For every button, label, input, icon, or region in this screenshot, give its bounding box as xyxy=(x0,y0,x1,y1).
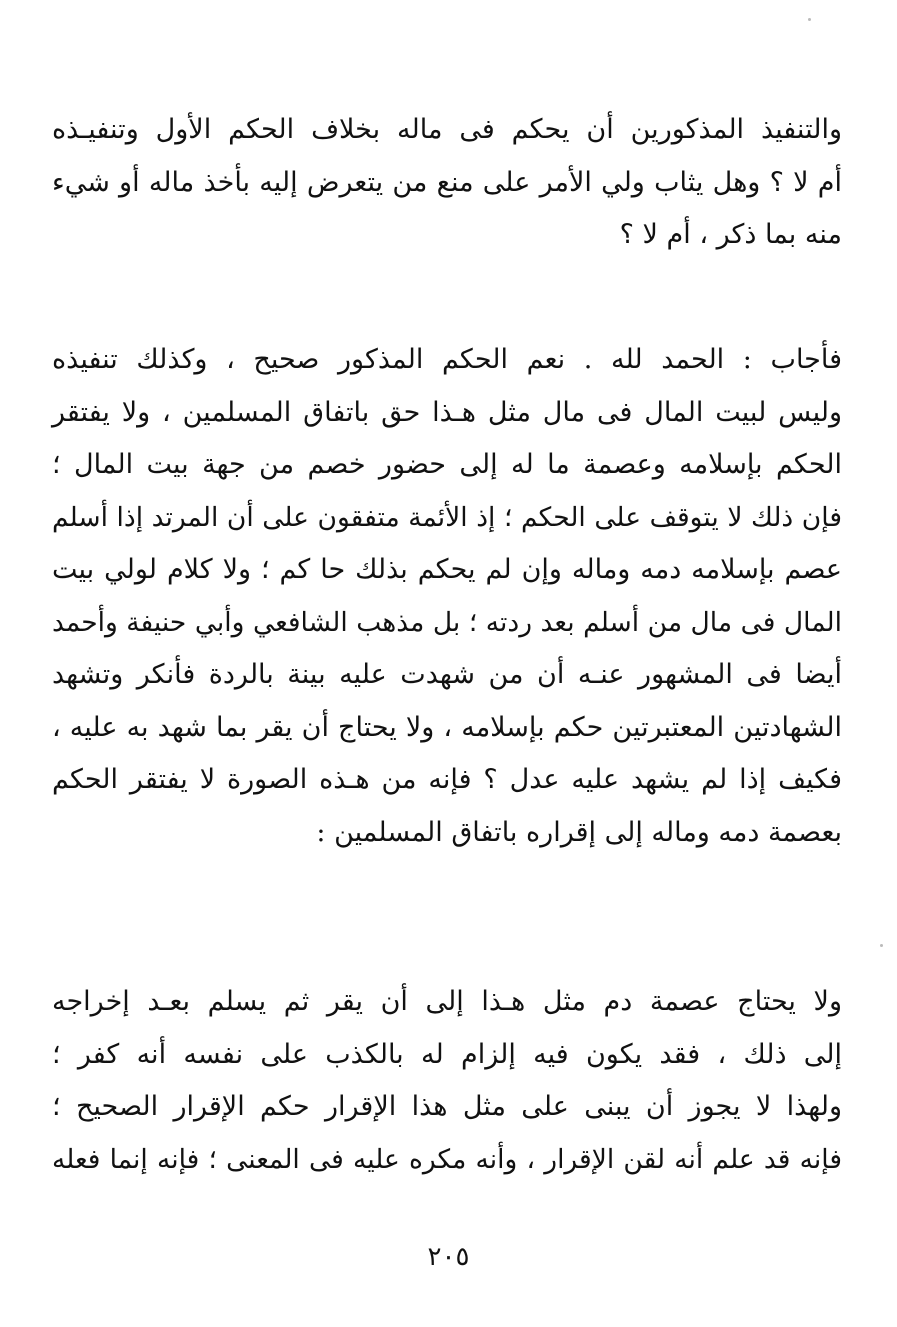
paragraph-continuation xyxy=(52,976,842,1186)
text-line: أم لا ؟ وهل يثاب ولي الأمر على منع من يتعرض إليه بأخذ ماله أو شيء xyxy=(52,166,842,198)
text-line: ولهذا لا يجوز أن يبنى على مثل هذا الإقرار حكم الإقرار الصحيح ؛ xyxy=(52,1091,842,1122)
text-line: أيضا فى المشهور عنـه أن من شهدت عليه بينة بالردة فأنكر وتشهد xyxy=(52,659,842,690)
text-line: الحكم بإسلامه وعصمة ما له إلى حضور خصم من جهة بيت المال ؛ xyxy=(52,449,842,480)
text-line: عصم بإسلامه دمه وماله وإن لم يحكم بذلك حا كم ؛ ولا كلام لولي بيت xyxy=(52,554,842,585)
text-line: وليس لبيت المال فى مال مثل هـذا حق باتفاق المسلمين ، ولا يفتقر xyxy=(52,396,842,428)
paragraph-answer xyxy=(52,334,842,859)
text-line: فأجاب : الحمد لله . نعم الحكم المذكور صحيح ، وكذلك تنفيذه xyxy=(52,344,842,375)
scan-speck xyxy=(808,18,811,21)
text-line: المال فى مال من أسلم بعد ردته ؛ بل مذهب الشافعي وأبي حنيفة وأحمد xyxy=(52,606,842,638)
text-line: بعصمة دمه وماله إلى إقراره باتفاق المسلمين : xyxy=(316,816,842,848)
text-line: إلى ذلك ، فقد يكون فيه إلزام له بالكذب على نفسه أنه كفر ؛ xyxy=(52,1038,842,1070)
page-number: ٢٠٥ xyxy=(427,1242,470,1272)
paragraph-question xyxy=(52,104,842,262)
scan-speck xyxy=(880,944,883,947)
text-line: فإنه قد علم أنه لقن الإقرار ، وأنه مكره عليه فى المعنى ؛ فإنه إنما فعله xyxy=(52,1143,842,1175)
text-line: الشهادتين المعتبرتين حكم بإسلامه ، ولا يحتاج أن يقر بما شهد به عليه ، xyxy=(52,711,842,743)
text-line: فإن ذلك لا يتوقف على الحكم ؛ إذ الأئمة متفقون على أن المرتد إذا أسلم xyxy=(52,501,842,533)
text-line: والتنفيذ المذكورين أن يحكم فى ماله بخلاف الحكم الأول وتنفيـذه xyxy=(52,114,842,145)
text-line: ولا يحتاج عصمة دم مثل هـذا إلى أن يقر ثم يسلم بعـد إخراجه xyxy=(52,986,842,1017)
text-line: منه بما ذكر ، أم لا ؟ xyxy=(619,219,842,250)
text-line: فكيف إذا لم يشهد عليه عدل ؟ فإنه من هـذه الصورة لا يفتقر الحكم xyxy=(52,764,842,795)
